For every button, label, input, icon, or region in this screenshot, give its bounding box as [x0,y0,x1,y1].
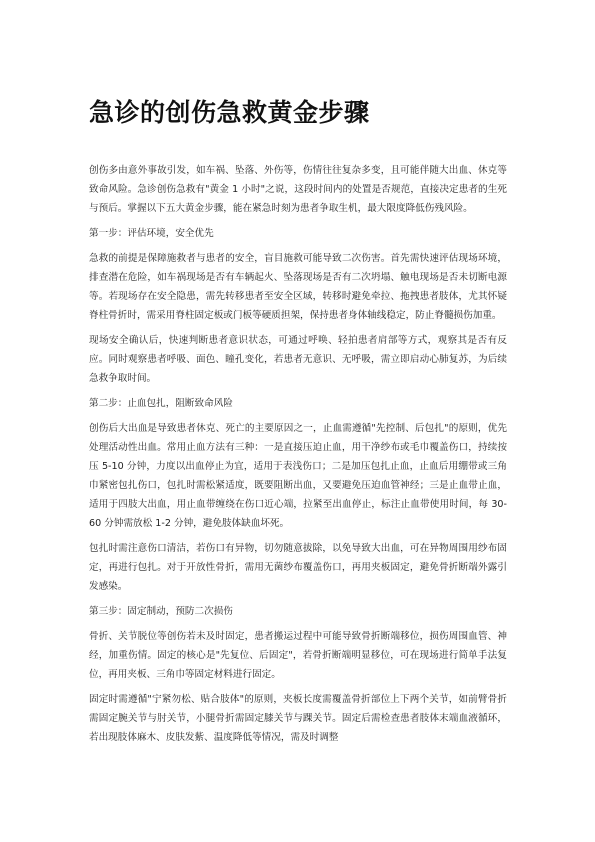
step1-paragraph-1: 急救的前提是保障施救者与患者的安全，盲目施救可能导致二次伤害。首先需快速评估现场环境，排查潜在危险，如车祸现场是否有车辆起火、坠落现场是否有二次坍塌、触电现场是否未切断电源等。若现场存在安全隐患，需先转移患者至安全区域，转移时避免牵拉、拖拽患者肢体，尤其怀疑脊柱骨折时，需采用脊柱固定板或门板等硬质担架，保持患者身体轴线稳定，防止脊髓损伤加重。 [89,253,507,321]
step3-heading: 第三步：固定制动，预防二次损伤 [89,606,233,617]
step2-heading: 第二步：止血包扎，阻断致命风险 [89,398,233,409]
step3-paragraph-2: 固定时需遵循"宁紧勿松、贴合肢体"的原则，夹板长度需覆盖骨折部位上下两个关节，如前臂骨折需固定腕关节与肘关节，小腿骨折需固定膝关节与踝关节。固定后需检查患者肢体末端血液循环，若出现肢体麻木、皮肤发紫、温度降低等情况，需及时调整 [89,694,507,743]
step1-heading: 第一步：评估环境，安全优先 [89,228,214,239]
intro-paragraph: 创伤多由意外事故引发，如车祸、坠落、外伤等，伤情往往复杂多变，且可能伴随大出血、休克等致命风险。急诊创伤急救有"黄金 1 小时"之说，这段时间内的处置是否规范，直接决定患者的生死与预后。掌握以下五大黄金步骤，能在紧急时刻为患者争取生机，最大限度降低伤残风险。 [89,165,507,214]
step2-paragraph-2: 包扎时需注意伤口清洁，若伤口有异物，切勿随意拔除，以免导致大出血，可在异物周围用纱布固定，再进行包扎。对于开放性骨折，需用无菌纱布覆盖伤口，再用夹板固定，避免骨折断端外露引发感染。 [89,543,507,592]
step3-paragraph-1: 骨折、关节脱位等创伤若未及时固定，患者搬运过程中可能导致骨折断端移位，损伤周围血管、神经，加重伤情。固定的核心是"先复位、后固定"，若骨折断端明显移位，可在现场进行简单手法复位，再用夹板、三角巾等固定材料进行固定。 [89,631,507,680]
page-title: 急诊的创伤急救黄金步骤 [89,98,370,127]
step1-paragraph-2: 现场安全确认后，快速判断患者意识状态，可通过呼唤、轻拍患者肩部等方式，观察其是否有反应。同时观察患者呼吸、面色、瞳孔变化，若患者无意识、无呼吸，需立即启动心肺复苏，为后续急救争取时间。 [89,335,507,384]
step2-paragraph-1: 创伤后大出血是导致患者休克、死亡的主要原因之一，止血需遵循"先控制、后包扎"的原则，优先处理活动性出血。常用止血方法有三种：一是直接压迫止血，用干净纱布或毛巾覆盖伤口，持续按压 5-10 分钟，力度以出血停止为宜，适用于表浅伤口；二是加压包扎止血，止血后用绷带或三角巾紧密包扎伤口，包扎时需松紧适度，既要阻断出血，又要避免压迫血管神经；三是止血带止血，适用于四肢大出血，用止血带缠绕在伤口近心端，拉紧至出血停止，标注止血带使用时间，每 30-60 分钟需放松 1-2 分钟，避免肢体缺血坏死。 [89,423,507,529]
article-body [89,161,507,753]
